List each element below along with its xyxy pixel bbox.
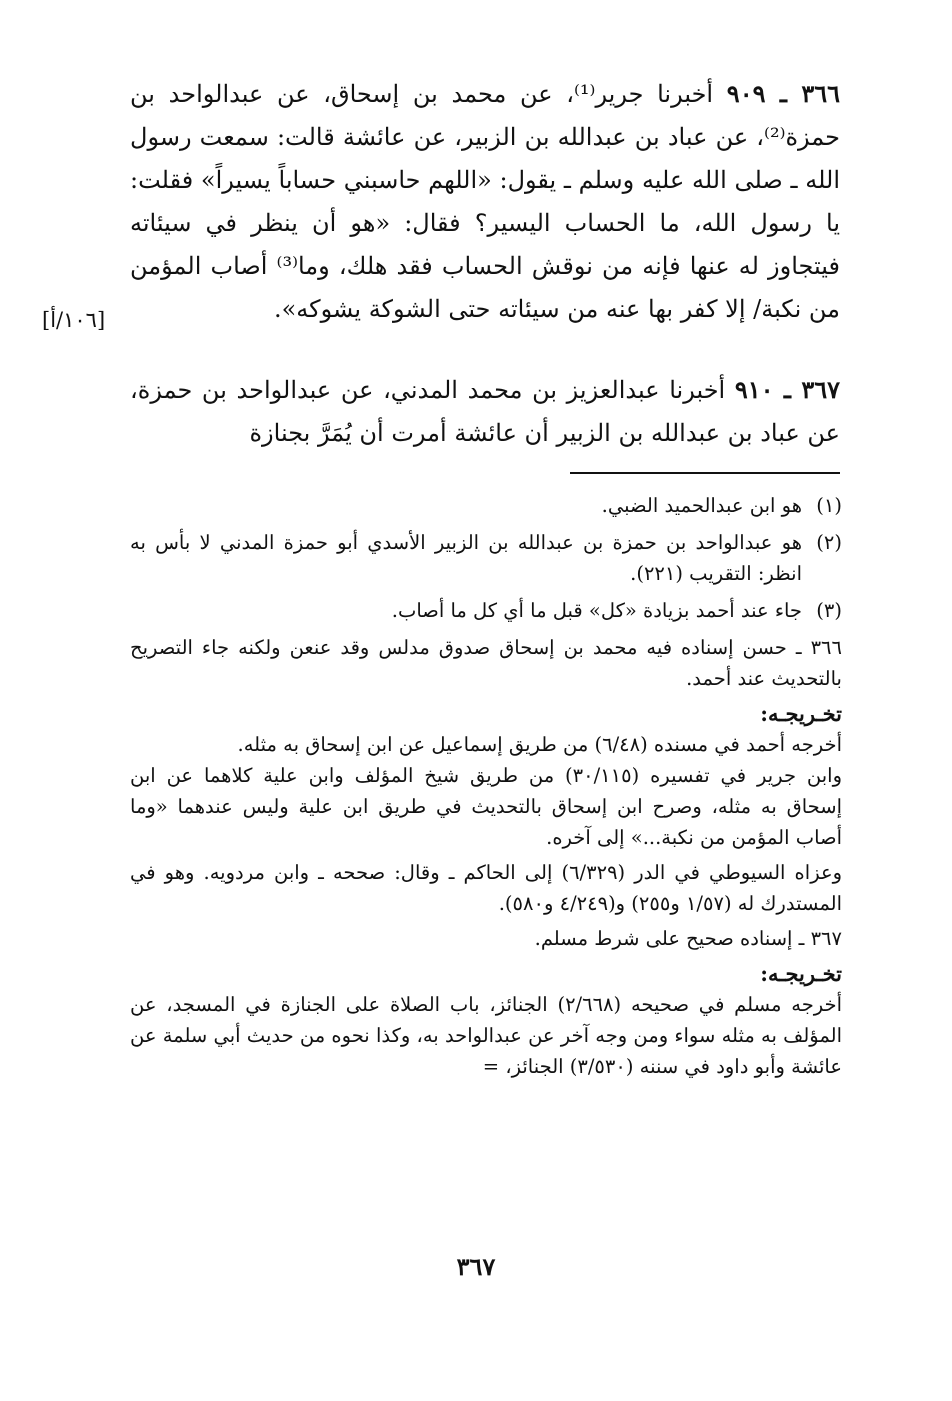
takhrij-label: تخـريجـه: <box>760 701 842 726</box>
commentary-366-head: ٣٦٦ ـ حسن إسناده فيه محمد بن إسحاق صدوق مدلس وقد عنعن ولكنه جاء التصريح بالتحديث عند أحمد. <box>130 636 842 690</box>
footnote-separator <box>570 472 840 474</box>
takhrij-label: تخـريجـه: <box>760 961 842 986</box>
footnote <box>130 527 842 589</box>
commentary-367-head: ٣٦٧ ـ إسناده صحيح على شرط مسلم. <box>534 927 842 950</box>
hadith-number: ٣٦٦ ـ ٩٠٩ <box>726 79 840 108</box>
manuscript-folio-ref: [١٠٦/أ] <box>42 308 106 332</box>
takhrij-line: وابن جرير في تفسيره (٣٠/١١٥) من طريق شيخ المؤلف وابن علية كلاهما عن ابن إسحاق به مثله، وصرح ابن إسحاق بالتحديث في طريق ابن علية وليس عندهما «وما أصاب المؤمن من نكبة...» إلى آخره. <box>130 764 842 849</box>
footnotes-section <box>130 490 842 1082</box>
footnote <box>130 490 842 521</box>
hadith-910 <box>130 368 840 455</box>
footnote-label: (٢) <box>816 531 842 554</box>
footnote-label: (١) <box>816 494 842 517</box>
hadith-909-paragraph <box>130 72 840 331</box>
hadith-909 <box>130 72 840 331</box>
takhrij-text: أخرجه مسلم في صحيحه (٢/٦٦٨) الجنائز، باب الصلاة على الجنازة في المسجد، عن المؤلف به مثله سواء ومن وجه آخر عن عبدالواحد به، وكذا نحوه من حديث أبي سلمة عن عائشة وأبو داود في سننه (٣/٥٣٠) الجنائز، = <box>130 993 842 1078</box>
page-number: ٣٦٧ <box>456 1252 496 1281</box>
footnote-label: (٣) <box>816 599 842 622</box>
takhrij-line: وعزاه السيوطي في الدر (٦/٣٢٩) إلى الحاكم ـ وقال: صححه ـ وابن مردويه. وهو في المستدرك له (١/٥٧ و٢٥٥) و(٤/٢٤٩ و٥٨٠). <box>130 861 843 915</box>
footnote-text: هو عبدالواحد بن حمزة بن عبدالله بن الزبير الأسدي أبو حمزة المدني لا بأس به انظر: التقريب (٢٢١). <box>130 531 802 585</box>
hadith-text: أخبرنا عبدالعزيز بن محمد المدني، عن عبدالواحد بن حمزة، عن عباد بن عبدالله بن الزبير أن عائشة أمرت أن يُمَرَّ بجنازة <box>130 376 840 447</box>
hadith-text: أخبرنا جرير⁽¹⁾، عن محمد بن إسحاق، عن عبدالواحد بن حمزة⁽²⁾، عن عباد بن عبدالله بن الزبير، عن عائشة قالت: سمعت رسول الله ـ صلى الله عليه وسلم ـ يقول: «اللهم حاسبني حساباً يسيراً» فقلت: يا رسول الله، ما الحساب اليسير؟ فقال: «هو أن ينظر في سيئاته فيتجاوز له عنها فإنه من نوقش الحساب فقد هلك، وما⁽³⁾ أصاب المؤمن من نكبة/ إلا كفر بها عنه من سيئاته حتى الشوكة يشوكه». <box>130 80 840 323</box>
takhrij-line: أخرجه أحمد في مسنده (٦/٤٨) من طريق إسماعيل عن ابن إسحاق به مثله. <box>237 733 842 756</box>
footnote-text: جاء عند أحمد بزيادة «كل» قبل ما أي كل ما أصاب. <box>391 599 802 622</box>
hadith-number: ٣٦٧ ـ ٩١٠ <box>734 375 840 404</box>
footnote <box>130 595 842 626</box>
hadith-910-paragraph <box>130 368 840 455</box>
footnote-text: هو ابن عبدالحميد الضبي. <box>601 494 802 517</box>
